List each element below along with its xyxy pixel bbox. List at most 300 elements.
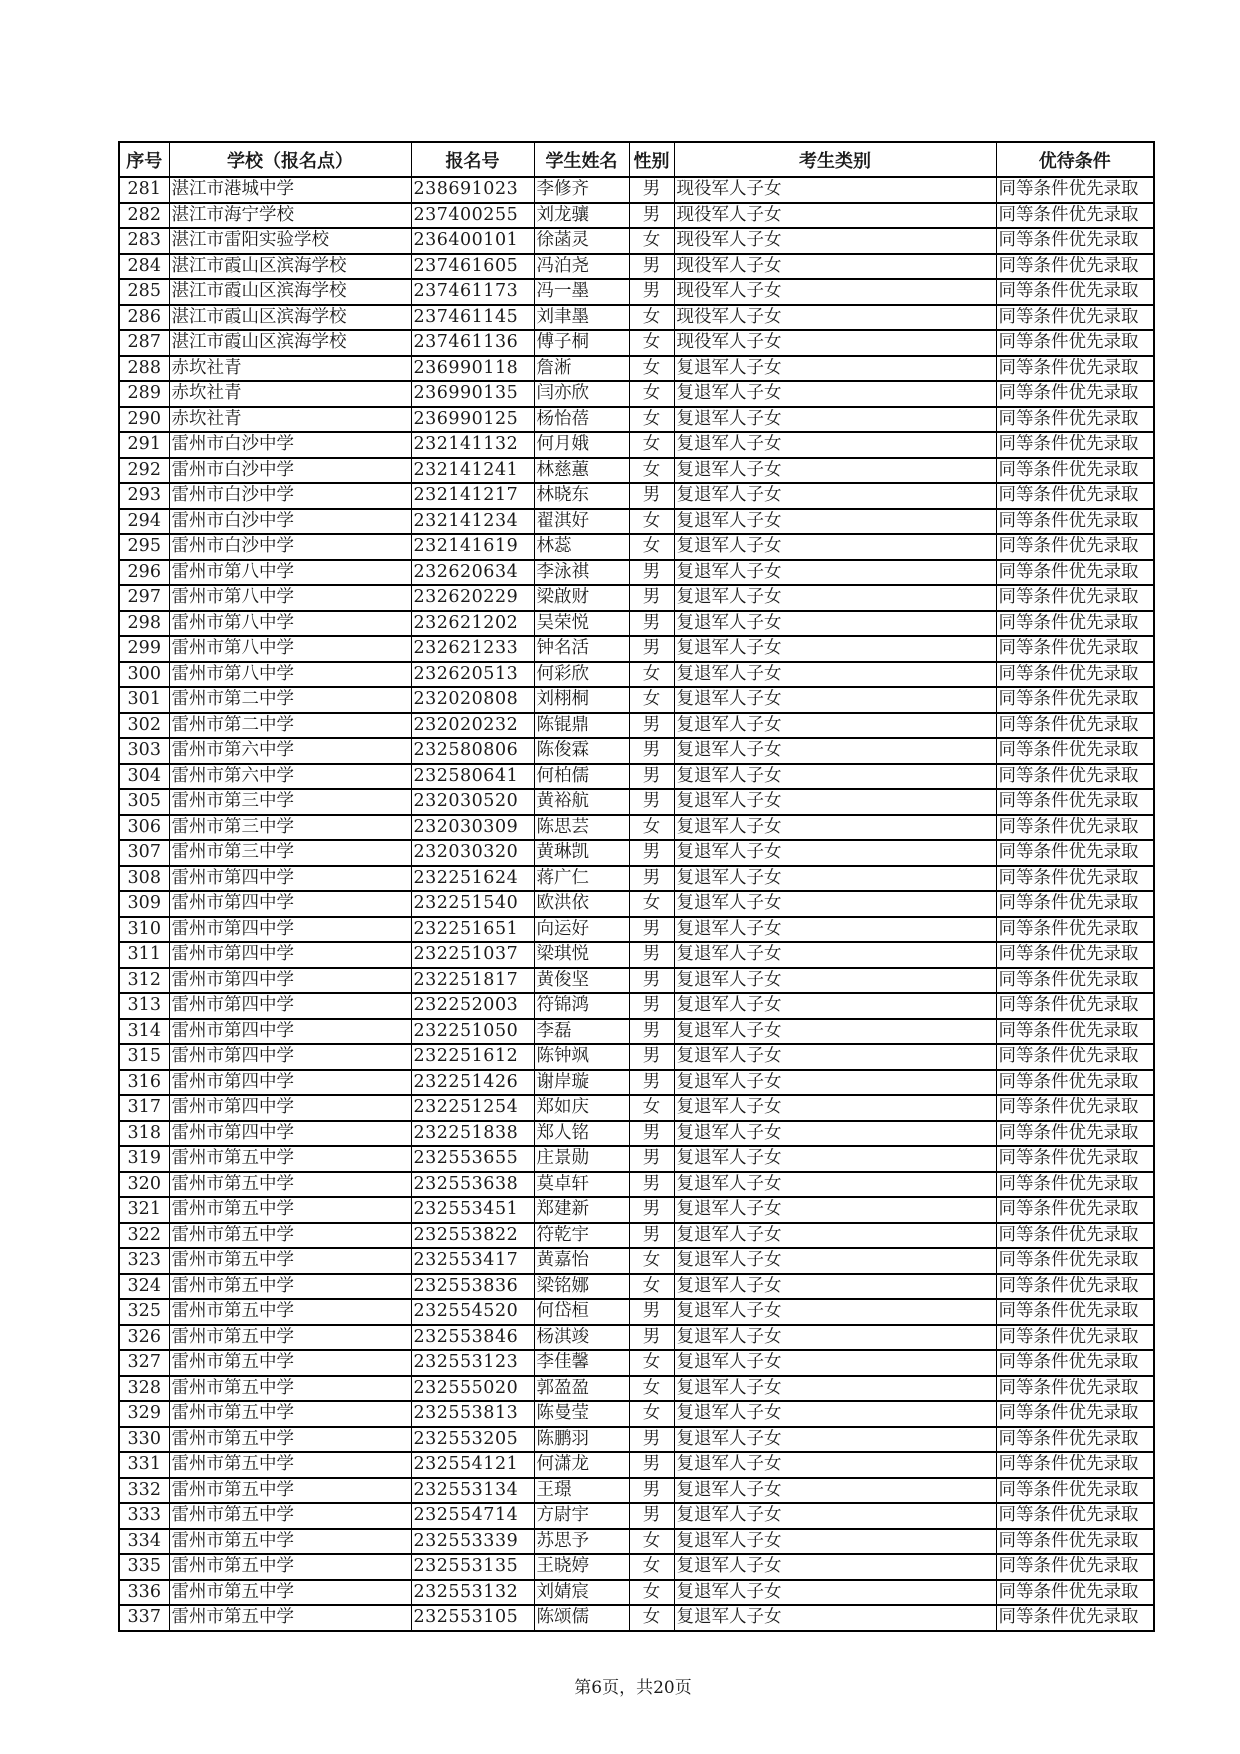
cell-index: 324 <box>119 1274 169 1300</box>
cell-gender: 男 <box>629 866 674 892</box>
cell-school: 雷州市第四中学 <box>169 993 411 1019</box>
cell-reg_no: 237461173 <box>411 279 534 305</box>
cell-index: 292 <box>119 458 169 484</box>
table-row <box>119 993 1154 1019</box>
table-row <box>119 1299 1154 1325</box>
cell-gender: 女 <box>629 815 674 841</box>
cell-gender: 男 <box>629 254 674 280</box>
cell-category: 复退军人子女 <box>674 942 996 968</box>
cell-gender: 女 <box>629 1274 674 1300</box>
cell-index: 332 <box>119 1478 169 1504</box>
table-row <box>119 1427 1154 1453</box>
cell-school: 雷州市第八中学 <box>169 611 411 637</box>
cell-preference: 同等条件优先录取 <box>996 381 1154 407</box>
cell-gender: 女 <box>629 1095 674 1121</box>
cell-index: 300 <box>119 662 169 688</box>
cell-gender: 男 <box>629 1427 674 1453</box>
cell-preference: 同等条件优先录取 <box>996 1401 1154 1427</box>
cell-preference: 同等条件优先录取 <box>996 356 1154 382</box>
cell-gender: 女 <box>629 1580 674 1606</box>
cell-index: 331 <box>119 1452 169 1478</box>
cell-index: 295 <box>119 534 169 560</box>
cell-index: 334 <box>119 1529 169 1555</box>
cell-reg_no: 237461136 <box>411 330 534 356</box>
cell-reg_no: 232580641 <box>411 764 534 790</box>
cell-index: 304 <box>119 764 169 790</box>
cell-category: 复退军人子女 <box>674 1197 996 1223</box>
cell-preference: 同等条件优先录取 <box>996 432 1154 458</box>
cell-category: 复退军人子女 <box>674 1070 996 1096</box>
cell-gender: 男 <box>629 1452 674 1478</box>
table-row <box>119 1529 1154 1555</box>
cell-name: 傅子桐 <box>534 330 629 356</box>
table-row <box>119 279 1154 305</box>
table-row <box>119 432 1154 458</box>
cell-reg_no: 236400101 <box>411 228 534 254</box>
cell-gender: 女 <box>629 1376 674 1402</box>
cell-school: 雷州市第四中学 <box>169 891 411 917</box>
cell-category: 复退军人子女 <box>674 1044 996 1070</box>
cell-category: 现役军人子女 <box>674 254 996 280</box>
cell-school: 雷州市第四中学 <box>169 1121 411 1147</box>
cell-reg_no: 232553132 <box>411 1580 534 1606</box>
cell-reg_no: 232030520 <box>411 789 534 815</box>
cell-name: 蒋广仁 <box>534 866 629 892</box>
cell-gender: 女 <box>629 509 674 535</box>
cell-reg_no: 232251426 <box>411 1070 534 1096</box>
cell-school: 雷州市白沙中学 <box>169 509 411 535</box>
cell-name: 王晓婷 <box>534 1554 629 1580</box>
cell-school: 雷州市第五中学 <box>169 1197 411 1223</box>
cell-reg_no: 232020808 <box>411 687 534 713</box>
cell-index: 308 <box>119 866 169 892</box>
cell-preference: 同等条件优先录取 <box>996 560 1154 586</box>
cell-school: 雷州市第五中学 <box>169 1274 411 1300</box>
cell-preference: 同等条件优先录取 <box>996 1274 1154 1300</box>
cell-preference: 同等条件优先录取 <box>996 228 1154 254</box>
cell-category: 复退军人子女 <box>674 662 996 688</box>
cell-reg_no: 232553105 <box>411 1605 534 1631</box>
table-row <box>119 662 1154 688</box>
cell-school: 雷州市第八中学 <box>169 585 411 611</box>
cell-name: 何岱桓 <box>534 1299 629 1325</box>
cell-school: 雷州市第四中学 <box>169 1044 411 1070</box>
table-row <box>119 483 1154 509</box>
cell-index: 283 <box>119 228 169 254</box>
cell-school: 雷州市第五中学 <box>169 1299 411 1325</box>
cell-preference: 同等条件优先录取 <box>996 687 1154 713</box>
cell-gender: 女 <box>629 305 674 331</box>
cell-gender: 男 <box>629 585 674 611</box>
cell-category: 复退军人子女 <box>674 687 996 713</box>
cell-school: 雷州市第四中学 <box>169 1019 411 1045</box>
cell-category: 复退军人子女 <box>674 534 996 560</box>
table-row <box>119 560 1154 586</box>
cell-gender: 女 <box>629 662 674 688</box>
cell-category: 复退军人子女 <box>674 1427 996 1453</box>
cell-reg_no: 232553123 <box>411 1350 534 1376</box>
table-row <box>119 1452 1154 1478</box>
cell-category: 复退军人子女 <box>674 585 996 611</box>
cell-school: 雷州市第六中学 <box>169 738 411 764</box>
cell-reg_no: 232141217 <box>411 483 534 509</box>
table-row <box>119 687 1154 713</box>
cell-school: 雷州市白沙中学 <box>169 483 411 509</box>
cell-gender: 男 <box>629 840 674 866</box>
cell-school: 雷州市第五中学 <box>169 1146 411 1172</box>
cell-name: 刘聿墨 <box>534 305 629 331</box>
cell-index: 303 <box>119 738 169 764</box>
cell-gender: 男 <box>629 1503 674 1529</box>
cell-preference: 同等条件优先录取 <box>996 1172 1154 1198</box>
cell-category: 复退军人子女 <box>674 1223 996 1249</box>
cell-preference: 同等条件优先录取 <box>996 917 1154 943</box>
cell-index: 306 <box>119 815 169 841</box>
cell-category: 复退军人子女 <box>674 1248 996 1274</box>
cell-reg_no: 232141619 <box>411 534 534 560</box>
cell-school: 雷州市第五中学 <box>169 1172 411 1198</box>
cell-reg_no: 232251037 <box>411 942 534 968</box>
cell-gender: 男 <box>629 1044 674 1070</box>
cell-school: 雷州市第五中学 <box>169 1248 411 1274</box>
cell-gender: 女 <box>629 407 674 433</box>
cell-category: 现役军人子女 <box>674 228 996 254</box>
cell-gender: 男 <box>629 203 674 229</box>
cell-index: 282 <box>119 203 169 229</box>
cell-preference: 同等条件优先录取 <box>996 534 1154 560</box>
page-footer: 第6页，共20页 <box>574 1678 692 1698</box>
cell-name: 方尉宇 <box>534 1503 629 1529</box>
cell-name: 刘婧宸 <box>534 1580 629 1606</box>
cell-reg_no: 232553813 <box>411 1401 534 1427</box>
cell-category: 复退军人子女 <box>674 1376 996 1402</box>
table-row <box>119 228 1154 254</box>
cell-preference: 同等条件优先录取 <box>996 1529 1154 1555</box>
table-row <box>119 1605 1154 1631</box>
cell-school: 雷州市第四中学 <box>169 917 411 943</box>
table-row <box>119 764 1154 790</box>
cell-name: 冯一墨 <box>534 279 629 305</box>
cell-preference: 同等条件优先录取 <box>996 764 1154 790</box>
cell-reg_no: 232251838 <box>411 1121 534 1147</box>
cell-category: 复退军人子女 <box>674 611 996 637</box>
cell-preference: 同等条件优先录取 <box>996 1580 1154 1606</box>
cell-school: 湛江市霞山区滨海学校 <box>169 254 411 280</box>
cell-gender: 女 <box>629 1350 674 1376</box>
cell-index: 297 <box>119 585 169 611</box>
cell-index: 281 <box>119 177 169 203</box>
cell-category: 复退军人子女 <box>674 407 996 433</box>
cell-gender: 男 <box>629 560 674 586</box>
cell-preference: 同等条件优先录取 <box>996 1070 1154 1096</box>
cell-gender: 女 <box>629 1605 674 1631</box>
cell-reg_no: 232251624 <box>411 866 534 892</box>
cell-category: 复退军人子女 <box>674 1452 996 1478</box>
cell-reg_no: 232141234 <box>411 509 534 535</box>
cell-name: 庄景勋 <box>534 1146 629 1172</box>
cell-reg_no: 232251612 <box>411 1044 534 1070</box>
cell-category: 复退军人子女 <box>674 1325 996 1351</box>
cell-reg_no: 232141132 <box>411 432 534 458</box>
cell-category: 现役军人子女 <box>674 177 996 203</box>
table-row <box>119 1121 1154 1147</box>
cell-reg_no: 232553822 <box>411 1223 534 1249</box>
cell-school: 雷州市第三中学 <box>169 840 411 866</box>
cell-name: 钟名活 <box>534 636 629 662</box>
cell-school: 雷州市第五中学 <box>169 1554 411 1580</box>
cell-index: 336 <box>119 1580 169 1606</box>
cell-gender: 女 <box>629 1554 674 1580</box>
cell-reg_no: 232030309 <box>411 815 534 841</box>
cell-category: 复退军人子女 <box>674 432 996 458</box>
cell-preference: 同等条件优先录取 <box>996 509 1154 535</box>
cell-category: 复退军人子女 <box>674 1019 996 1045</box>
cell-gender: 男 <box>629 942 674 968</box>
cell-index: 328 <box>119 1376 169 1402</box>
column-header-school: 学校（报名点） <box>169 142 411 177</box>
table-row <box>119 177 1154 203</box>
table-row <box>119 1554 1154 1580</box>
cell-name: 郑人铭 <box>534 1121 629 1147</box>
table-row <box>119 891 1154 917</box>
table-row <box>119 1172 1154 1198</box>
cell-index: 311 <box>119 942 169 968</box>
table-row <box>119 1019 1154 1045</box>
cell-name: 何彩欣 <box>534 662 629 688</box>
table-row <box>119 1325 1154 1351</box>
cell-reg_no: 236990118 <box>411 356 534 382</box>
cell-name: 符乾宇 <box>534 1223 629 1249</box>
cell-reg_no: 232553205 <box>411 1427 534 1453</box>
table-row <box>119 1401 1154 1427</box>
cell-category: 复退军人子女 <box>674 764 996 790</box>
cell-name: 黄嘉怡 <box>534 1248 629 1274</box>
table-row <box>119 840 1154 866</box>
cell-school: 雷州市第二中学 <box>169 687 411 713</box>
cell-school: 雷州市白沙中学 <box>169 432 411 458</box>
cell-category: 复退军人子女 <box>674 993 996 1019</box>
cell-school: 雷州市第四中学 <box>169 942 411 968</box>
cell-category: 复退军人子女 <box>674 1478 996 1504</box>
cell-reg_no: 232251254 <box>411 1095 534 1121</box>
table-row <box>119 968 1154 994</box>
cell-index: 316 <box>119 1070 169 1096</box>
cell-category: 复退军人子女 <box>674 891 996 917</box>
cell-preference: 同等条件优先录取 <box>996 305 1154 331</box>
cell-gender: 女 <box>629 330 674 356</box>
column-header-gender: 性别 <box>629 142 674 177</box>
cell-name: 欧洪依 <box>534 891 629 917</box>
table-row <box>119 1095 1154 1121</box>
cell-reg_no: 232553339 <box>411 1529 534 1555</box>
cell-school: 雷州市第八中学 <box>169 662 411 688</box>
table-row <box>119 917 1154 943</box>
cell-school: 雷州市第五中学 <box>169 1529 411 1555</box>
cell-index: 296 <box>119 560 169 586</box>
cell-name: 詹淅 <box>534 356 629 382</box>
cell-index: 284 <box>119 254 169 280</box>
cell-name: 闫亦欣 <box>534 381 629 407</box>
cell-name: 陈锟鼎 <box>534 713 629 739</box>
table-row <box>119 381 1154 407</box>
cell-name: 黄琳凯 <box>534 840 629 866</box>
table-row <box>119 636 1154 662</box>
cell-school: 雷州市第二中学 <box>169 713 411 739</box>
cell-index: 298 <box>119 611 169 637</box>
cell-school: 雷州市第四中学 <box>169 866 411 892</box>
cell-index: 320 <box>119 1172 169 1198</box>
cell-gender: 女 <box>629 1248 674 1274</box>
cell-category: 复退军人子女 <box>674 1146 996 1172</box>
cell-preference: 同等条件优先录取 <box>996 662 1154 688</box>
cell-category: 复退军人子女 <box>674 713 996 739</box>
column-header-index: 序号 <box>119 142 169 177</box>
cell-category: 复退军人子女 <box>674 1172 996 1198</box>
cell-school: 雷州市第三中学 <box>169 815 411 841</box>
table-row <box>119 789 1154 815</box>
cell-index: 333 <box>119 1503 169 1529</box>
cell-index: 307 <box>119 840 169 866</box>
cell-preference: 同等条件优先录取 <box>996 1299 1154 1325</box>
cell-name: 郑建新 <box>534 1197 629 1223</box>
cell-reg_no: 232251817 <box>411 968 534 994</box>
cell-index: 289 <box>119 381 169 407</box>
table-row <box>119 1580 1154 1606</box>
cell-category: 复退军人子女 <box>674 789 996 815</box>
cell-gender: 男 <box>629 713 674 739</box>
cell-name: 苏思予 <box>534 1529 629 1555</box>
cell-index: 291 <box>119 432 169 458</box>
cell-index: 299 <box>119 636 169 662</box>
cell-index: 285 <box>119 279 169 305</box>
cell-school: 雷州市白沙中学 <box>169 458 411 484</box>
cell-preference: 同等条件优先录取 <box>996 1376 1154 1402</box>
cell-index: 287 <box>119 330 169 356</box>
table-row <box>119 738 1154 764</box>
cell-category: 复退军人子女 <box>674 840 996 866</box>
cell-school: 雷州市第四中学 <box>169 968 411 994</box>
cell-reg_no: 232252003 <box>411 993 534 1019</box>
cell-name: 梁琪悦 <box>534 942 629 968</box>
cell-gender: 男 <box>629 1019 674 1045</box>
cell-index: 326 <box>119 1325 169 1351</box>
table-row <box>119 305 1154 331</box>
cell-name: 符锦鸿 <box>534 993 629 1019</box>
cell-school: 湛江市港城中学 <box>169 177 411 203</box>
cell-reg_no: 237400255 <box>411 203 534 229</box>
cell-gender: 女 <box>629 891 674 917</box>
table-row <box>119 1248 1154 1274</box>
cell-reg_no: 232553451 <box>411 1197 534 1223</box>
cell-name: 黄俊坚 <box>534 968 629 994</box>
cell-index: 315 <box>119 1044 169 1070</box>
cell-reg_no: 238691023 <box>411 177 534 203</box>
cell-school: 湛江市海宁学校 <box>169 203 411 229</box>
cell-category: 复退军人子女 <box>674 1299 996 1325</box>
cell-category: 现役军人子女 <box>674 305 996 331</box>
cell-preference: 同等条件优先录取 <box>996 738 1154 764</box>
cell-gender: 女 <box>629 228 674 254</box>
cell-category: 复退军人子女 <box>674 1554 996 1580</box>
table-row <box>119 534 1154 560</box>
cell-gender: 男 <box>629 1325 674 1351</box>
cell-reg_no: 232141241 <box>411 458 534 484</box>
cell-reg_no: 232251651 <box>411 917 534 943</box>
table-row <box>119 942 1154 968</box>
cell-school: 雷州市第五中学 <box>169 1401 411 1427</box>
cell-gender: 男 <box>629 636 674 662</box>
column-header-reg-no: 报名号 <box>411 142 534 177</box>
cell-name: 李泳祺 <box>534 560 629 586</box>
cell-school: 雷州市第六中学 <box>169 764 411 790</box>
cell-preference: 同等条件优先录取 <box>996 1325 1154 1351</box>
cell-gender: 男 <box>629 1478 674 1504</box>
cell-index: 337 <box>119 1605 169 1631</box>
cell-school: 雷州市第八中学 <box>169 636 411 662</box>
cell-preference: 同等条件优先录取 <box>996 1044 1154 1070</box>
cell-name: 陈鹏羽 <box>534 1427 629 1453</box>
cell-preference: 同等条件优先录取 <box>996 279 1154 305</box>
cell-reg_no: 232553655 <box>411 1146 534 1172</box>
cell-preference: 同等条件优先录取 <box>996 636 1154 662</box>
student-roster-table <box>118 141 1155 1632</box>
cell-name: 向运好 <box>534 917 629 943</box>
cell-preference: 同等条件优先录取 <box>996 1223 1154 1249</box>
cell-reg_no: 232020232 <box>411 713 534 739</box>
cell-category: 复退军人子女 <box>674 560 996 586</box>
cell-preference: 同等条件优先录取 <box>996 1350 1154 1376</box>
cell-gender: 男 <box>629 1121 674 1147</box>
cell-category: 复退军人子女 <box>674 815 996 841</box>
cell-index: 301 <box>119 687 169 713</box>
cell-school: 雷州市第五中学 <box>169 1427 411 1453</box>
cell-preference: 同等条件优先录取 <box>996 330 1154 356</box>
cell-reg_no: 232580806 <box>411 738 534 764</box>
cell-name: 陈颂儒 <box>534 1605 629 1631</box>
cell-index: 302 <box>119 713 169 739</box>
cell-reg_no: 232620513 <box>411 662 534 688</box>
cell-preference: 同等条件优先录取 <box>996 483 1154 509</box>
cell-gender: 女 <box>629 534 674 560</box>
cell-name: 陈俊霖 <box>534 738 629 764</box>
cell-category: 复退军人子女 <box>674 636 996 662</box>
cell-index: 335 <box>119 1554 169 1580</box>
cell-category: 复退军人子女 <box>674 1095 996 1121</box>
cell-name: 王璟 <box>534 1478 629 1504</box>
table-row <box>119 203 1154 229</box>
cell-school: 雷州市第五中学 <box>169 1350 411 1376</box>
cell-name: 林蕊 <box>534 534 629 560</box>
cell-gender: 女 <box>629 381 674 407</box>
cell-gender: 男 <box>629 177 674 203</box>
cell-preference: 同等条件优先录取 <box>996 203 1154 229</box>
cell-preference: 同等条件优先录取 <box>996 585 1154 611</box>
cell-category: 复退军人子女 <box>674 381 996 407</box>
cell-name: 吴荣悦 <box>534 611 629 637</box>
cell-reg_no: 232251540 <box>411 891 534 917</box>
cell-category: 复退军人子女 <box>674 917 996 943</box>
cell-school: 赤坎社青 <box>169 356 411 382</box>
cell-preference: 同等条件优先录取 <box>996 1503 1154 1529</box>
cell-gender: 男 <box>629 1223 674 1249</box>
cell-preference: 同等条件优先录取 <box>996 1554 1154 1580</box>
cell-school: 赤坎社青 <box>169 407 411 433</box>
cell-reg_no: 237461605 <box>411 254 534 280</box>
cell-name: 刘栩桐 <box>534 687 629 713</box>
cell-gender: 女 <box>629 1529 674 1555</box>
cell-school: 雷州市第四中学 <box>169 1070 411 1096</box>
cell-index: 314 <box>119 1019 169 1045</box>
